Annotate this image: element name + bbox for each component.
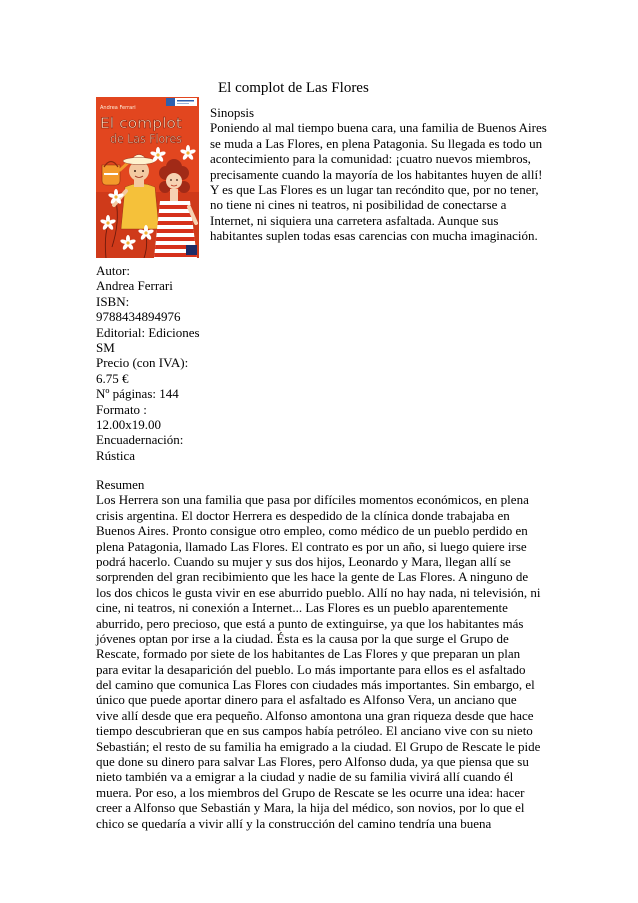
page-count: Nº páginas: 144	[96, 386, 179, 402]
summary-line: crisis argentina. El doctor Herrera es despedido de la clínica donde trabajaba en	[96, 507, 510, 523]
book-details	[96, 263, 200, 463]
summary-line: sorprenden del gran recibimiento que les hace la gente de Las Flores. A ninguno de	[96, 569, 529, 585]
binding-value: Rústica	[96, 447, 135, 463]
synopsis-section	[210, 105, 547, 244]
summary-line: único que puede aportar dinero para el asfaltado es Alfonso Vera, un anciano que	[96, 692, 517, 708]
summary-line: jóvenes optan por irse a la ciudad. Ésta es la causa por la que surge el Grupo de	[96, 630, 509, 646]
synopsis-line: habitantes suplen todas esas carencias con mucha imaginación.	[210, 228, 538, 244]
binding-label: Encuadernación:	[96, 432, 184, 448]
summary-line: nieto también va a emigrar a la ciudad y nadie de su familia vivirá allí cuando él	[96, 769, 514, 785]
summary-section	[96, 477, 540, 831]
cover-title-line-1: El complot	[100, 116, 183, 132]
price-label: Precio (con IVA):	[96, 355, 189, 371]
format-label: Formato :	[96, 401, 147, 417]
summary-line: tiempo descubrieran que en sus campos había petróleo. El anciano vive con su nieto	[96, 723, 533, 739]
synopsis-line: no tiene ni cines ni teatros, ni posibilidad de conectarse a	[210, 197, 507, 213]
summary-line: que done su dinero para salvar Las Flores, pero Alfonso duda, ya que piensa que su	[96, 754, 529, 770]
synopsis-heading: Sinopsis	[210, 105, 255, 120]
summary-line: muera. Por eso, a los miembros del Grupo de Rescate se les ocurre una idea: hacer	[96, 784, 525, 800]
book-cover-image	[96, 97, 199, 258]
summary-line: Los Herrera son una familia que pasa por difíciles momentos económicos, en plena	[96, 492, 529, 508]
author-label: Autor:	[96, 263, 130, 278]
synopsis-line: acontecimiento para la comunidad: ¡cuatro nuevos miembros,	[210, 151, 531, 167]
isbn-label: ISBN:	[96, 293, 130, 309]
collection-badge	[166, 98, 197, 106]
summary-line: chico se quedaría a vivir allí y la construcción del camino tendría una buena	[96, 815, 492, 831]
publisher-logo	[186, 245, 197, 255]
synopsis-line: se muda a Las Flores, en plena Patagonia. Su llegada es todo un	[210, 135, 543, 151]
cover-author: Andrea Ferrari	[100, 105, 136, 111]
summary-line: del camino que comunica Las Flores con ciudades más importantes. Sin embargo, el	[96, 677, 535, 693]
synopsis-line: Internet, ni siquiera una carretera asfaltada. Aunque sus	[210, 212, 499, 228]
summary-line: plena Patagonia, llamado Las Flores. El contrato es por un año, si luego quiere irse	[96, 538, 527, 554]
synopsis-line: Poniendo al mal tiempo buena cara, una familia de Buenos Aires	[210, 120, 547, 136]
author-value: Andrea Ferrari	[96, 278, 173, 294]
summary-line: Sebastián; el resto de su familia ha emigrado a la ciudad. El Grupo de Rescate le pide	[96, 738, 541, 754]
summary-line: Buenos Aires. Pronto consigue otro empleo, como médico de un pueblo perdido en	[96, 523, 528, 539]
summary-line: aburrido, pero precioso, que está a punto de extinguirse, ya que los habitantes más	[96, 615, 524, 631]
summary-line: podrá hacerlo. Cuando su mujer y sus dos hijos, Leonardo y Mara, llegan allí se	[96, 553, 511, 569]
summary-line: cine, ni teatros, ni conexión a Internet... Las Flores es un pueblo aparentemente	[96, 600, 508, 616]
summary-line: Rescate, formado por siete de los habitantes de Las Flores y que preparan un plan	[96, 646, 521, 662]
publisher-line-1: Editorial: Ediciones	[96, 324, 200, 340]
isbn-value: 9788434894976	[96, 309, 181, 325]
summary-line: creer a Alfonso que Sebastián y Mara, la hija del médico, son novios, por lo que el	[96, 800, 525, 816]
cover-title-line-2: de Las Flores	[110, 132, 182, 146]
cover-illustration	[96, 97, 199, 258]
synopsis-line: precisamente cuando la mayoría de los habitantes huyen de allí!	[210, 166, 543, 182]
publisher-line-2: SM	[96, 339, 115, 355]
summary-heading: Resumen	[96, 477, 145, 492]
synopsis-line: Y es que Las Flores es un lugar tan recóndito que, por no tener,	[210, 181, 539, 197]
summary-line: vive allí desde que era pequeño. Alfonso amontona una gran riqueza desde que hace	[96, 707, 534, 723]
book-title: El complot de Las Flores	[218, 80, 369, 96]
summary-line: los dos chicos le gusta vivir en ese aburrido pueblo. Allí no hay nada, ni televisión, ni	[96, 584, 541, 600]
summary-line: para evitar la desaparición del pueblo. Lo más importante para ellos es el asfaltado	[96, 661, 526, 677]
format-value: 12.00x19.00	[96, 416, 161, 432]
price-value: 6.75 €	[96, 370, 129, 386]
